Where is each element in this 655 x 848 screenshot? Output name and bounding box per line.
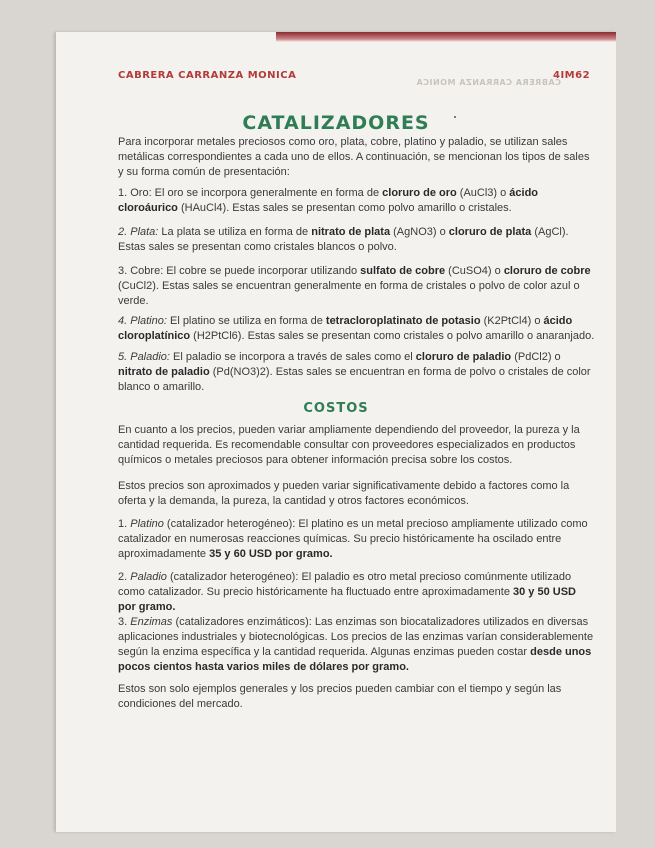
intro-paragraph: Para incorporar metales preciosos como oro, plata, cobre, platino y paladio, se utilizan sales metálicas correspondientes a cada uno de ellos. A continuación, se mencionan los tipos de sales y su forma común de presentación:	[118, 136, 590, 178]
metal-label: 5. Paladio:	[118, 351, 170, 363]
document-page	[56, 32, 616, 832]
metal-label: 2. Plata:	[118, 226, 159, 238]
costs-intro-paragraph: En cuanto a los precios, pueden variar ampliamente dependiendo del proveedor, la pureza y la cantidad requerida. Es recomendable consultar con proveedores especializados en productos químicos o metales preciosos para obtener información precisa sobre los costos.	[118, 424, 580, 466]
metal-item-platino: 4. Platino: El platino se utiliza en forma de tetracloroplatinato de potasio (K2PtCl4) o ácido cloroplatínico (H2PtCl6). Estas sales se presentan como cristales o polvo amarillo o anaranjado.	[118, 315, 595, 342]
costs-note-paragraph: Estos precios son aproximados y pueden variar significativamente debido a factores como la oferta y la demanda, la pureza, la cantidad y otros factores económicos.	[118, 480, 570, 507]
metal-item-cobre: 3. Cobre: El cobre se puede incorporar utilizando sulfato de cobre (CuSO4) o cloruro de cobre (CuCl2). Estas sales se encuentran generalmente en forma de cristales o polvo de color azul o verde.	[118, 265, 591, 307]
metal-label: 1. Oro:	[118, 187, 152, 199]
author-name: CABRERA CARRANZA MONICA	[118, 70, 297, 81]
cost-item-paladio: 2. Paladio (catalizador heterogéneo): El paladio es otro metal precioso comúnmente utilizado como catalizador. Su precio históricamente ha fluctuado entre aproximadamente 30 y 50 USD por gramo.	[118, 571, 576, 613]
cost-item-name: Platino	[130, 518, 164, 530]
metal-item-plata: 2. Plata: La plata se utiliza en forma de nitrato de plata (AgNO3) o cloruro de plata (AgCl). Estas sales se presentan como cristales blancos o polvo.	[118, 226, 569, 253]
page-title: CATALIZADORES	[242, 112, 430, 134]
cost-item-name: Enzimas	[130, 616, 173, 628]
cost-item-enzimas: 3. Enzimas (catalizadores enzimáticos): Las enzimas son biocatalizadores utilizados en diversas aplicaciones industriales y biotecnológicas. Los precios de las enzimas varían considerablemente según la enzima específica y la cantidad requerida. Algunas enzimas pueden costar desde unos pocos cientos hasta varios miles de dólares por gramo.	[118, 616, 594, 673]
cost-item-platino: 1. Platino (catalizador heterogéneo): El platino es un metal precioso ampliamente utilizado como catalizador en numerosas reacciones químicas. Su precio históricamente ha oscilado entre aproximadamente 35 y 60 USD por gramo.	[118, 518, 588, 560]
cost-item-name: Paladio	[130, 571, 167, 583]
price-range: 35 y 60 USD por gramo.	[209, 548, 333, 560]
metal-label: 4. Platino:	[118, 315, 167, 327]
group-code: 4IM62	[553, 70, 591, 81]
costs-section-title: COSTOS	[303, 401, 369, 416]
price-range: 30 y 50 USD por gramo.	[118, 586, 576, 613]
closing-paragraph: Estos son solo ejemplos generales y los precios pueden cambiar con el tiempo y según las condiciones del mercado.	[118, 683, 562, 710]
bleed-through-text: CABRERA CARRANZA MONICA	[416, 78, 561, 87]
metal-item-oro: 1. Oro: El oro se incorpora generalmente en forma de cloruro de oro (AuCl3) o ácido cloroáurico (HAuCl4). Estas sales se presentan como polvo amarillo o cristales.	[118, 187, 539, 214]
metal-label: 3. Cobre:	[118, 265, 164, 277]
metal-item-paladio: 5. Paladio: El paladio se incorpora a través de sales como el cloruro de paladio (PdCl2) o nitrato de paladio (Pd(NO3)2). Estas sales se encuentran en forma de polvo o cristales de color blanco o amarillo.	[118, 351, 591, 393]
price-range: desde unos pocos cientos hasta varios miles de dólares por gramo.	[118, 646, 592, 673]
ink-dot	[454, 116, 456, 118]
top-binding-stripe	[276, 32, 616, 42]
